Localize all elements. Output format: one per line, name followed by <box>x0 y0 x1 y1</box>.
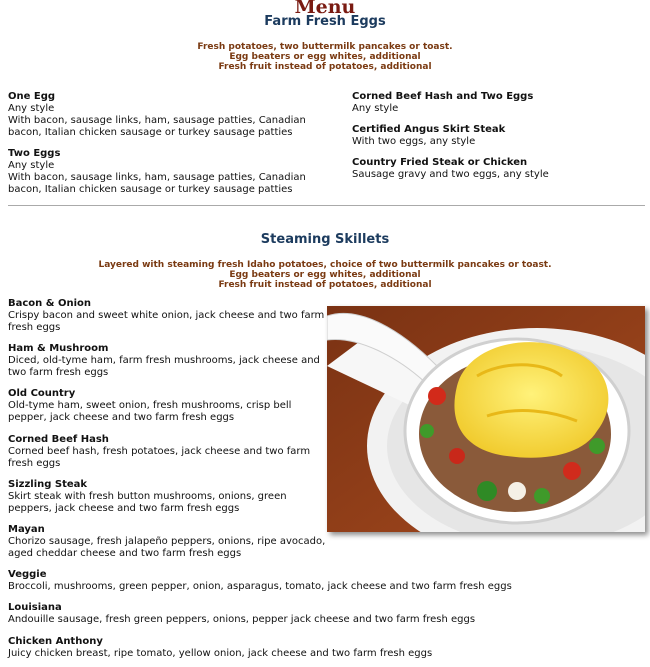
menu-item-one-egg <box>8 91 306 139</box>
item-desc: bacon, Italian chicken sausage or turkey sausage patties <box>8 127 293 138</box>
skillet-photo-image <box>327 306 645 532</box>
skillets-note-line: Egg beaters or egg whites, additional <box>229 270 421 280</box>
item-desc: pepper, jack cheese and two farm fresh eggs <box>8 412 235 423</box>
menu-item-old-country <box>8 388 291 424</box>
item-desc: two farm fresh eggs <box>8 367 109 378</box>
menu-item-corned-beef-hash <box>8 434 310 470</box>
item-desc: Any style <box>8 160 55 171</box>
menu-item-ham-mushroom <box>8 343 320 379</box>
item-desc: Corned beef hash, fresh potatoes, jack cheese and two farm <box>8 446 311 457</box>
item-name: Country Fried Steak or Chicken <box>352 157 528 168</box>
menu-item-two-eggs <box>8 148 306 196</box>
item-name: Louisiana <box>8 602 62 613</box>
scrambled-eggs <box>454 342 608 458</box>
item-name: Chicken Anthony <box>8 636 103 647</box>
menu-item-sizzling-steak <box>8 479 287 515</box>
item-desc: Andouille sausage, fresh green peppers, onions, pepper jack cheese and two farm fresh eggs <box>8 614 476 625</box>
eggs-section-title: Farm Fresh Eggs <box>264 14 386 29</box>
skillets-note-line: Fresh fruit instead of potatoes, additional <box>218 280 432 290</box>
section-divider <box>8 205 645 206</box>
item-desc: bacon, Italian chicken sausage or turkey sausage patties <box>8 184 293 195</box>
eggs-note <box>0 42 650 72</box>
item-name: Ham & Mushroom <box>8 343 109 354</box>
menu-item-chicken-anthony <box>8 636 432 660</box>
menu-item-mayan <box>8 524 325 560</box>
item-desc: Broccoli, mushrooms, green pepper, onion, asparagus, tomato, jack cheese and two farm fresh eggs <box>8 581 512 592</box>
item-name: One Egg <box>8 91 56 102</box>
item-desc: With two eggs, any style <box>352 136 476 147</box>
skillets-note <box>0 260 650 290</box>
item-desc: Juicy chicken breast, ripe tomato, yellow onion, jack cheese and two farm fresh eggs <box>8 648 433 659</box>
menu-item-corned-beef-hash-eggs <box>352 91 533 115</box>
skillet-photo <box>327 306 645 532</box>
menu-item-veggie <box>8 569 512 593</box>
item-desc: With bacon, sausage links, ham, sausage patties, Canadian <box>8 115 306 126</box>
menu-title: Menu <box>294 0 356 18</box>
item-desc: Chorizo sausage, fresh jalapeño peppers, onions, ripe avocado, <box>8 536 326 547</box>
menu-item-louisiana <box>8 602 475 626</box>
item-name: Two Eggs <box>8 148 61 159</box>
eggs-note-line: Fresh potatoes, two buttermilk pancakes or toast. <box>197 42 453 52</box>
item-desc: fresh eggs <box>8 322 61 333</box>
item-desc: Crispy bacon and sweet white onion, jack cheese and two farm <box>8 310 325 321</box>
item-name: Corned Beef Hash and Two Eggs <box>352 91 534 102</box>
item-name: Veggie <box>8 569 47 580</box>
menu-item-country-fried-steak <box>352 157 549 181</box>
item-desc: fresh eggs <box>8 458 61 469</box>
item-desc: aged cheddar cheese and two farm fresh eggs <box>8 548 242 559</box>
item-name: Mayan <box>8 524 45 535</box>
menu-item-skirt-steak <box>352 124 505 148</box>
eggs-note-line: Egg beaters or egg whites, additional <box>229 52 421 62</box>
item-desc: Any style <box>352 103 399 114</box>
item-name: Old Country <box>8 388 76 399</box>
item-desc: Skirt steak with fresh button mushrooms, onions, green <box>8 491 287 502</box>
item-desc: With bacon, sausage links, ham, sausage patties, Canadian <box>8 172 306 183</box>
item-desc: Old-tyme ham, sweet onion, fresh mushrooms, crisp bell <box>8 400 292 411</box>
item-desc: Diced, old-tyme ham, farm fresh mushrooms, jack cheese and <box>8 355 320 366</box>
eggs-note-line: Fresh fruit instead of potatoes, additional <box>218 62 432 72</box>
item-desc: Any style <box>8 103 55 114</box>
menu-item-bacon-onion <box>8 298 324 334</box>
item-name: Certified Angus Skirt Steak <box>352 124 506 135</box>
skillets-section-title: Steaming Skillets <box>260 232 390 247</box>
item-desc: Sausage gravy and two eggs, any style <box>352 169 549 180</box>
item-name: Sizzling Steak <box>8 479 88 490</box>
item-name: Bacon & Onion <box>8 298 92 309</box>
skillets-note-line: Layered with steaming fresh Idaho potatoes, choice of two buttermilk pancakes or toast. <box>98 260 552 270</box>
item-name: Corned Beef Hash <box>8 434 109 445</box>
item-desc: peppers, jack cheese and two farm fresh eggs <box>8 503 240 514</box>
